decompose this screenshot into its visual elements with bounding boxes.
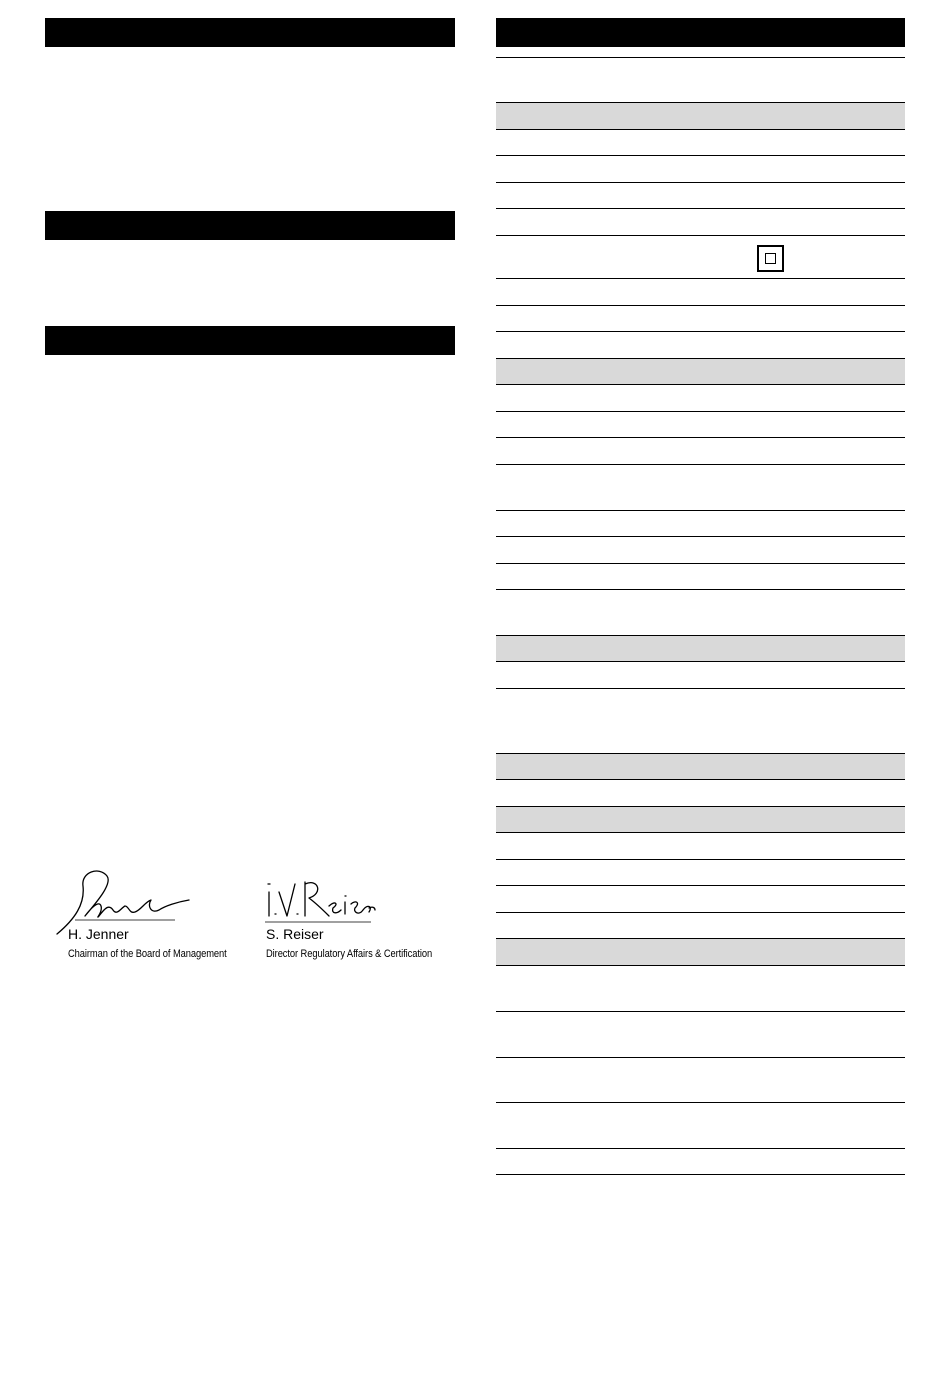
table-row [496,662,905,689]
table-row [496,966,905,1012]
table-row [496,1149,905,1175]
table-section-row [496,359,905,385]
table-row [496,306,905,332]
signatory-name: S. Reiser [266,926,324,942]
table-header-bar [496,18,905,47]
table-row [496,537,905,564]
section-header-bar-2 [45,211,455,240]
protection-class-ii-icon [757,245,784,272]
table-row [496,236,905,279]
table-row [496,209,905,236]
table-row [496,1012,905,1058]
table-row [496,833,905,860]
signature-block-jenner [55,864,255,974]
section-header-bar-1 [45,18,455,47]
table-row [496,279,905,306]
table-row [496,689,905,754]
table-row [496,860,905,886]
table-row [496,780,905,807]
signature-reiser-handwriting [263,870,375,926]
table-section-row [496,103,905,130]
table-row [496,564,905,590]
table-row [496,465,905,511]
table-row [496,412,905,438]
table-row [496,183,905,209]
table-row [496,1058,905,1103]
table-section-row [496,939,905,966]
table-row [496,332,905,359]
table-row [496,130,905,156]
signature-block-reiser [263,870,463,974]
table-row [496,590,905,636]
section-header-bar-3 [45,326,455,355]
table-row [496,385,905,412]
table-section-row [496,754,905,780]
table-row [496,1103,905,1149]
table-row [496,511,905,537]
signatory-title: Chairman of the Board of Management [68,948,227,960]
signatory-title: Director Regulatory Affairs & Certification [266,948,433,960]
table-row [496,156,905,183]
table-row [496,913,905,939]
table-section-row [496,636,905,662]
table-row [496,438,905,465]
signatory-name: H. Jenner [68,926,129,942]
signature-jenner-handwriting [55,864,195,934]
table-row [496,57,905,103]
table-section-row [496,807,905,833]
table-row [496,886,905,913]
